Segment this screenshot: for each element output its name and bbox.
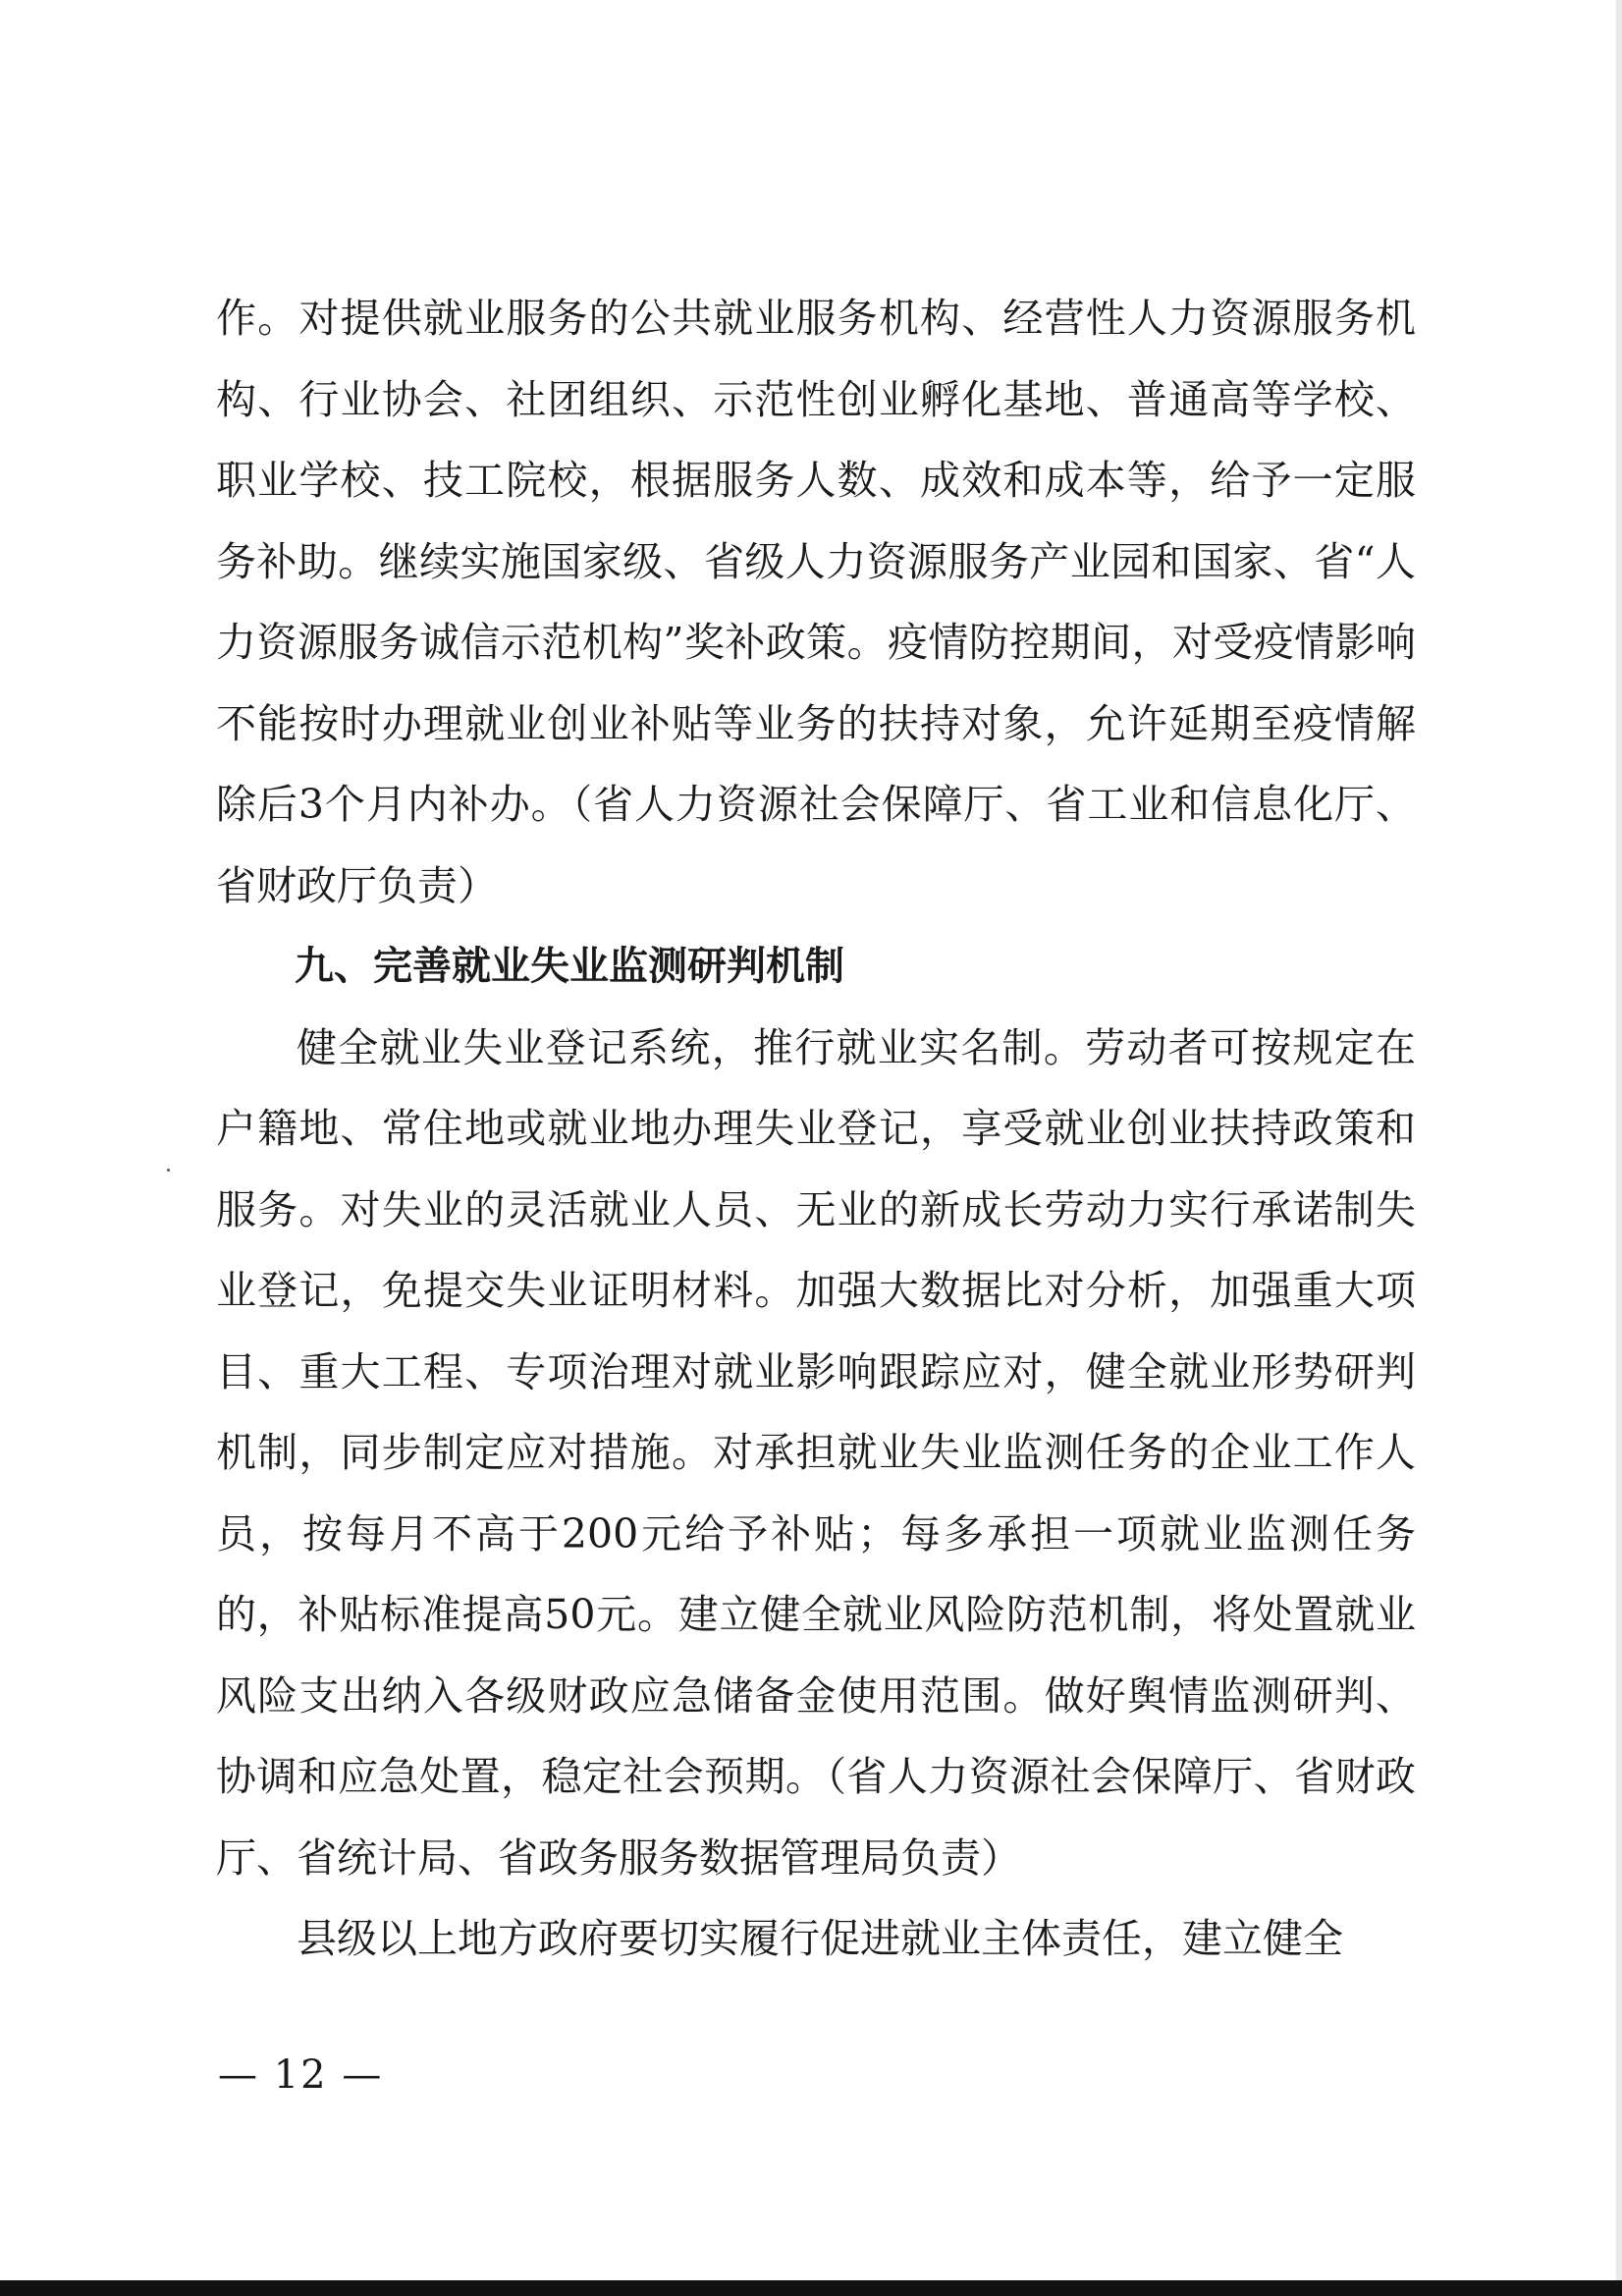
scan-bottom-edge (0, 2280, 1622, 2296)
document-body (216, 278, 1416, 1980)
paragraph-section-nine: 健全就业失业登记系统，推行就业实名制。劳动者可按规定在户籍地、常住地或就业地办理失业登记，享受就业创业扶持政策和服务。对失业的灵活就业人员、无业的新成长劳动力实行承诺制失业登记，免提交失业证明材料。加强大数据比对分析，加强重大项目、重大工程、专项治理对就业影响跟踪应对，健全就业形势研判机制，同步制定应对措施。对承担就业失业监测任务的企业工作人员，按每月不高于200元给予补贴；每多承担一项就业监测任务的，补贴标准提高50元。建立健全就业风险防范机制，将处置就业风险支出纳入各级财政应急储备金使用范围。做好舆情监测研判、协调和应急处置，稳定社会预期。（省人力资源社会保障厅、省财政厅、省统计局、省政务服务数据管理局负责） (216, 1023, 1416, 1882)
section-heading: 九、完善就业失业监测研判机制 (295, 944, 844, 989)
paragraph-closing: 县级以上地方政府要切实履行促进就业主体责任，建立健全 (297, 1915, 1343, 1962)
paragraph-continued: 作。对提供就业服务的公共就业服务机构、经营性人力资源服务机构、行业协会、社团组织、示范性创业孵化基地、普通高等学校、职业学校、技工院校，根据服务人数、成效和成本等，给予一定服务补助。继续实施国家级、省级人力资源服务产业园和国家、省“人力资源服务诚信示范机构”奖补政策。疫情防控期间，对受疫情影响不能按时办理就业创业补贴等业务的扶持对象，允许延期至疫情解除后3个月内补办。（省人力资源社会保障厅、省工业和信息化厅、省财政厅负责） (216, 295, 1416, 909)
scan-speck (167, 1169, 170, 1172)
scan-right-edge (1616, 0, 1622, 2296)
page-number: — 12 — (218, 2052, 384, 2098)
